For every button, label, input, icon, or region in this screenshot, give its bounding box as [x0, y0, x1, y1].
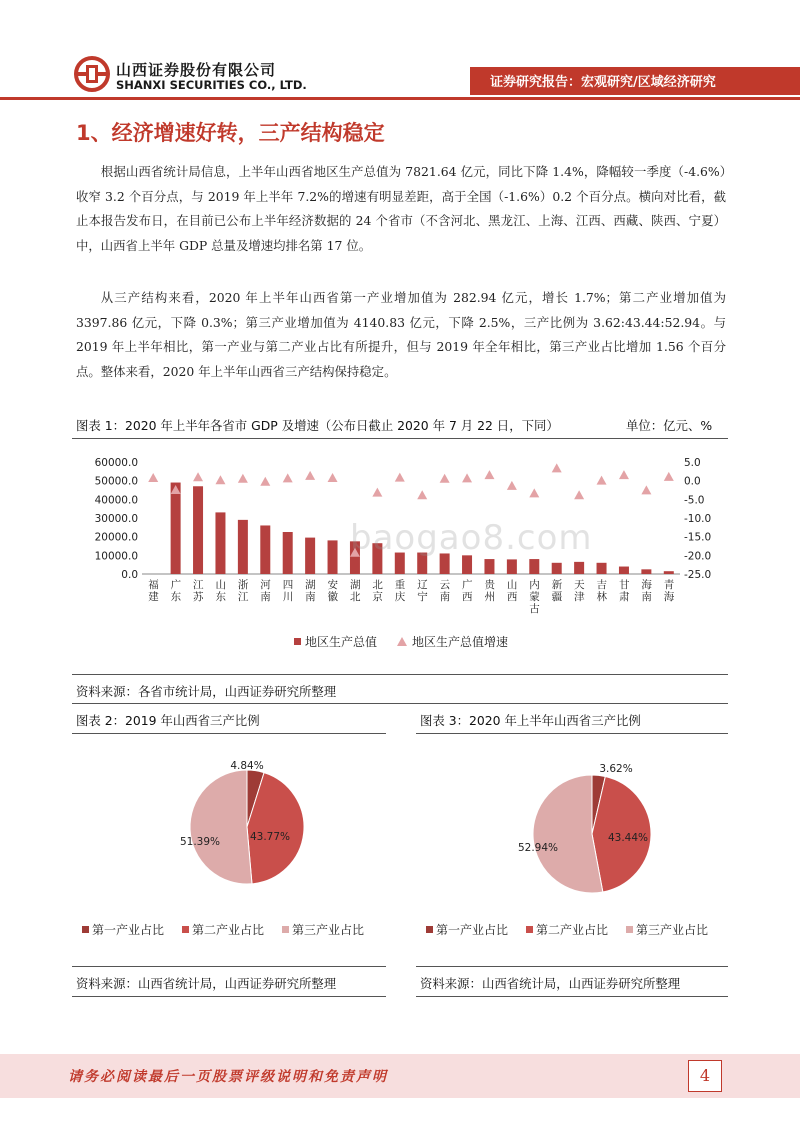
bar-山西	[507, 559, 517, 574]
x-tick-label: 甘肃	[618, 579, 630, 603]
pie-chart-2020h1	[416, 740, 728, 960]
x-tick-label: 青海	[663, 579, 675, 603]
page-number: 4	[688, 1060, 722, 1092]
y-right-tick-label: -10.0	[684, 513, 712, 525]
x-tick-label: 广东	[170, 579, 182, 603]
bar-湖南	[305, 538, 315, 574]
bar-新疆	[552, 563, 562, 574]
growth-marker-山西	[507, 481, 517, 490]
legend-label-1: 第一产业占比	[436, 923, 509, 937]
figure1-top-rule	[72, 438, 728, 439]
bar-海南	[641, 569, 651, 574]
x-tick-label: 湖南	[305, 579, 316, 603]
legend-label-2: 第二产业占比	[536, 923, 609, 937]
figure1-bottom-rule	[72, 674, 728, 675]
y-right-tick-label: 0.0	[684, 475, 701, 488]
x-tick-label: 江苏	[193, 579, 204, 603]
company-name-en: SHANXI SECURITIES CO., LTD.	[116, 78, 307, 92]
y-left-tick-label: 40000.0	[94, 494, 138, 507]
y-left-tick-label: 0.0	[121, 569, 138, 581]
company-name-cn: 山西证券股份有限公司	[116, 61, 277, 79]
x-tick-label: 重庆	[394, 579, 406, 603]
pie-chart-2019	[72, 740, 386, 960]
bar-广东	[171, 483, 181, 574]
x-tick-label: 福建	[148, 579, 159, 603]
legend-swatch-1	[82, 926, 89, 933]
pie-slice-3	[533, 775, 603, 893]
legend-swatch-2	[182, 926, 189, 933]
pie-value-label: 3.62%	[599, 763, 633, 775]
y-left-tick-label: 60000.0	[94, 457, 138, 469]
growth-marker-山东	[215, 475, 225, 484]
bar-江苏	[193, 486, 203, 574]
figure1-unit: 单位：亿元、%	[626, 418, 713, 433]
figure3-source-rule	[416, 996, 728, 997]
growth-marker-海南	[641, 485, 651, 494]
paragraph-1: 根据山西省统计局信息，上半年山西省地区生产总值为 7821.64 亿元，同比下降 1.4%，降幅较一季度（-4.6%）收窄 3.2 个百分点，与 2019 年上半年 7.2%的增速有明显差距，高于全国（-1.6%）0.2 个百分点。横向对比看，截止本报告发布日，在目前已公布上半年经济数据的 24 个省市（不含河北、黑龙江、上海、江西、西藏、陕西、宁夏）中，山西省上半年 GDP 总量及增速均排名第 17 位。	[76, 164, 726, 253]
growth-marker-河南	[260, 477, 270, 486]
x-tick-label: 吉林	[596, 579, 608, 603]
figure2-source: 资料来源：山西省统计局，山西证券研究所整理	[76, 976, 337, 991]
pie-value-label: 43.77%	[249, 831, 291, 843]
bar-甘肃	[619, 567, 629, 574]
figure1-source: 资料来源：各省市统计局，山西证券研究所整理	[76, 684, 337, 699]
growth-marker-浙江	[238, 474, 248, 483]
legend-label-bar: 地区生产总值	[305, 635, 378, 649]
figure2-bottom-rule	[72, 966, 386, 967]
growth-marker-云南	[440, 474, 450, 483]
growth-marker-江苏	[193, 472, 203, 481]
y-right-tick-label: 5.0	[684, 457, 701, 469]
figure1-caption: 图表 1：2020 年上半年各省市 GDP 及增速（公布日截止 2020 年 7 月 22 日，下同）	[76, 418, 559, 433]
report-category: 证券研究报告：宏观研究/区域经济研究	[490, 75, 716, 90]
y-left-tick-label: 30000.0	[94, 513, 138, 525]
x-tick-label: 广西	[462, 579, 473, 603]
legend-swatch-marker	[397, 637, 407, 646]
x-tick-label: 安徽	[327, 579, 339, 603]
legend-swatch-3	[626, 926, 633, 933]
bar-贵州	[484, 559, 494, 574]
legend-swatch-3	[282, 926, 289, 933]
pie-slice-3	[190, 770, 252, 884]
x-tick-label: 山西	[506, 579, 518, 603]
growth-marker-安徽	[328, 473, 338, 482]
growth-marker-重庆	[395, 473, 405, 482]
bar-山东	[215, 512, 225, 574]
bar-天津	[574, 562, 584, 574]
bar-浙江	[238, 520, 248, 574]
growth-marker-青海	[664, 472, 674, 481]
logo-icon	[74, 56, 110, 92]
bar-安徽	[328, 540, 338, 574]
watermark: baogao8.com	[350, 518, 593, 558]
x-tick-label: 天津	[574, 579, 585, 603]
growth-marker-天津	[574, 490, 584, 499]
x-tick-label: 新疆	[551, 579, 563, 603]
y-left-tick-label: 10000.0	[94, 550, 138, 563]
legend-swatch-bar	[294, 638, 301, 645]
figure1-source-rule	[72, 703, 728, 704]
y-right-tick-label: -15.0	[684, 531, 712, 544]
figure3-top-rule	[416, 733, 728, 734]
footer-disclaimer: 请务必阅读最后一页股票评级说明和免责声明	[68, 1069, 388, 1085]
growth-marker-吉林	[597, 476, 607, 485]
x-tick-label: 贵州	[484, 579, 495, 603]
y-right-tick-label: -20.0	[684, 550, 712, 563]
figure2-caption: 图表 2：2019 年山西省三产比例	[76, 713, 260, 728]
x-tick-label: 内蒙古	[529, 579, 540, 615]
bar-内蒙古	[529, 559, 539, 574]
y-left-tick-label: 50000.0	[94, 475, 138, 488]
growth-marker-四川	[283, 473, 293, 482]
x-tick-label: 河南	[260, 579, 271, 603]
growth-marker-新疆	[552, 463, 562, 472]
legend-swatch-1	[426, 926, 433, 933]
section-title: 1、经济增速好转，三产结构稳定	[76, 121, 385, 145]
legend-label-3: 第三产业占比	[636, 923, 709, 937]
x-tick-label: 辽宁	[417, 579, 428, 603]
figure2-top-rule	[72, 733, 386, 734]
pie-value-label: 52.94%	[517, 842, 559, 854]
bar-四川	[283, 532, 293, 574]
growth-marker-北京	[372, 488, 382, 497]
header-divider	[0, 97, 800, 100]
growth-marker-福建	[148, 473, 158, 482]
legend-label-1: 第一产业占比	[92, 923, 165, 937]
growth-marker-甘肃	[619, 470, 629, 479]
x-tick-label: 云南	[439, 579, 451, 603]
bar-青海	[664, 571, 674, 574]
growth-marker-贵州	[484, 470, 494, 479]
growth-marker-广西	[462, 473, 472, 482]
figure2-source-rule	[72, 996, 386, 997]
pie-value-label: 51.39%	[179, 836, 221, 848]
figure3-bottom-rule	[416, 966, 728, 967]
x-tick-label: 湖北	[349, 579, 361, 603]
figure3-caption: 图表 3：2020 年上半年山西省三产比例	[420, 713, 641, 728]
x-tick-label: 四川	[282, 579, 294, 603]
bar-广西	[462, 555, 472, 574]
company-logo	[74, 56, 110, 92]
paragraph-2: 从三产结构来看，2020 年上半年山西省第一产业增加值为 282.94 亿元，增长 1.7%；第二产业增加值为 3397.86 亿元，下降 0.3%；第三产业增加值为 4140.83 亿元，下降 2.5%，三产比例为 3.62:43.44:52.94。与 2019 年上半年相比，第一产业与第二产业占比有所提升，但与 2019 年全年相比，第三产业占比增加 1.56 个百分点。整体来看，2020 年上半年山西省三产结构保持稳定。	[76, 290, 726, 379]
legend-label-3: 第三产业占比	[292, 923, 365, 937]
y-right-tick-label: -25.0	[684, 569, 712, 581]
growth-marker-内蒙古	[529, 488, 539, 497]
figure3-source: 资料来源：山西省统计局，山西证券研究所整理	[420, 976, 681, 991]
legend-swatch-2	[526, 926, 533, 933]
legend-label-marker: 地区生产总值增速	[412, 635, 509, 649]
pie-value-label: 4.84%	[230, 760, 264, 772]
x-tick-label: 山东	[215, 579, 226, 603]
y-right-tick-label: -5.0	[684, 494, 705, 507]
bar-河南	[260, 525, 270, 574]
x-tick-label: 海南	[641, 579, 652, 603]
pie-value-label: 43.44%	[607, 832, 649, 844]
bar-吉林	[597, 563, 607, 574]
x-tick-label: 浙江	[237, 579, 249, 603]
growth-marker-湖南	[305, 471, 315, 480]
x-tick-label: 北京	[372, 579, 383, 603]
growth-marker-辽宁	[417, 490, 427, 499]
y-left-tick-label: 20000.0	[94, 531, 138, 544]
legend-label-2: 第二产业占比	[192, 923, 265, 937]
